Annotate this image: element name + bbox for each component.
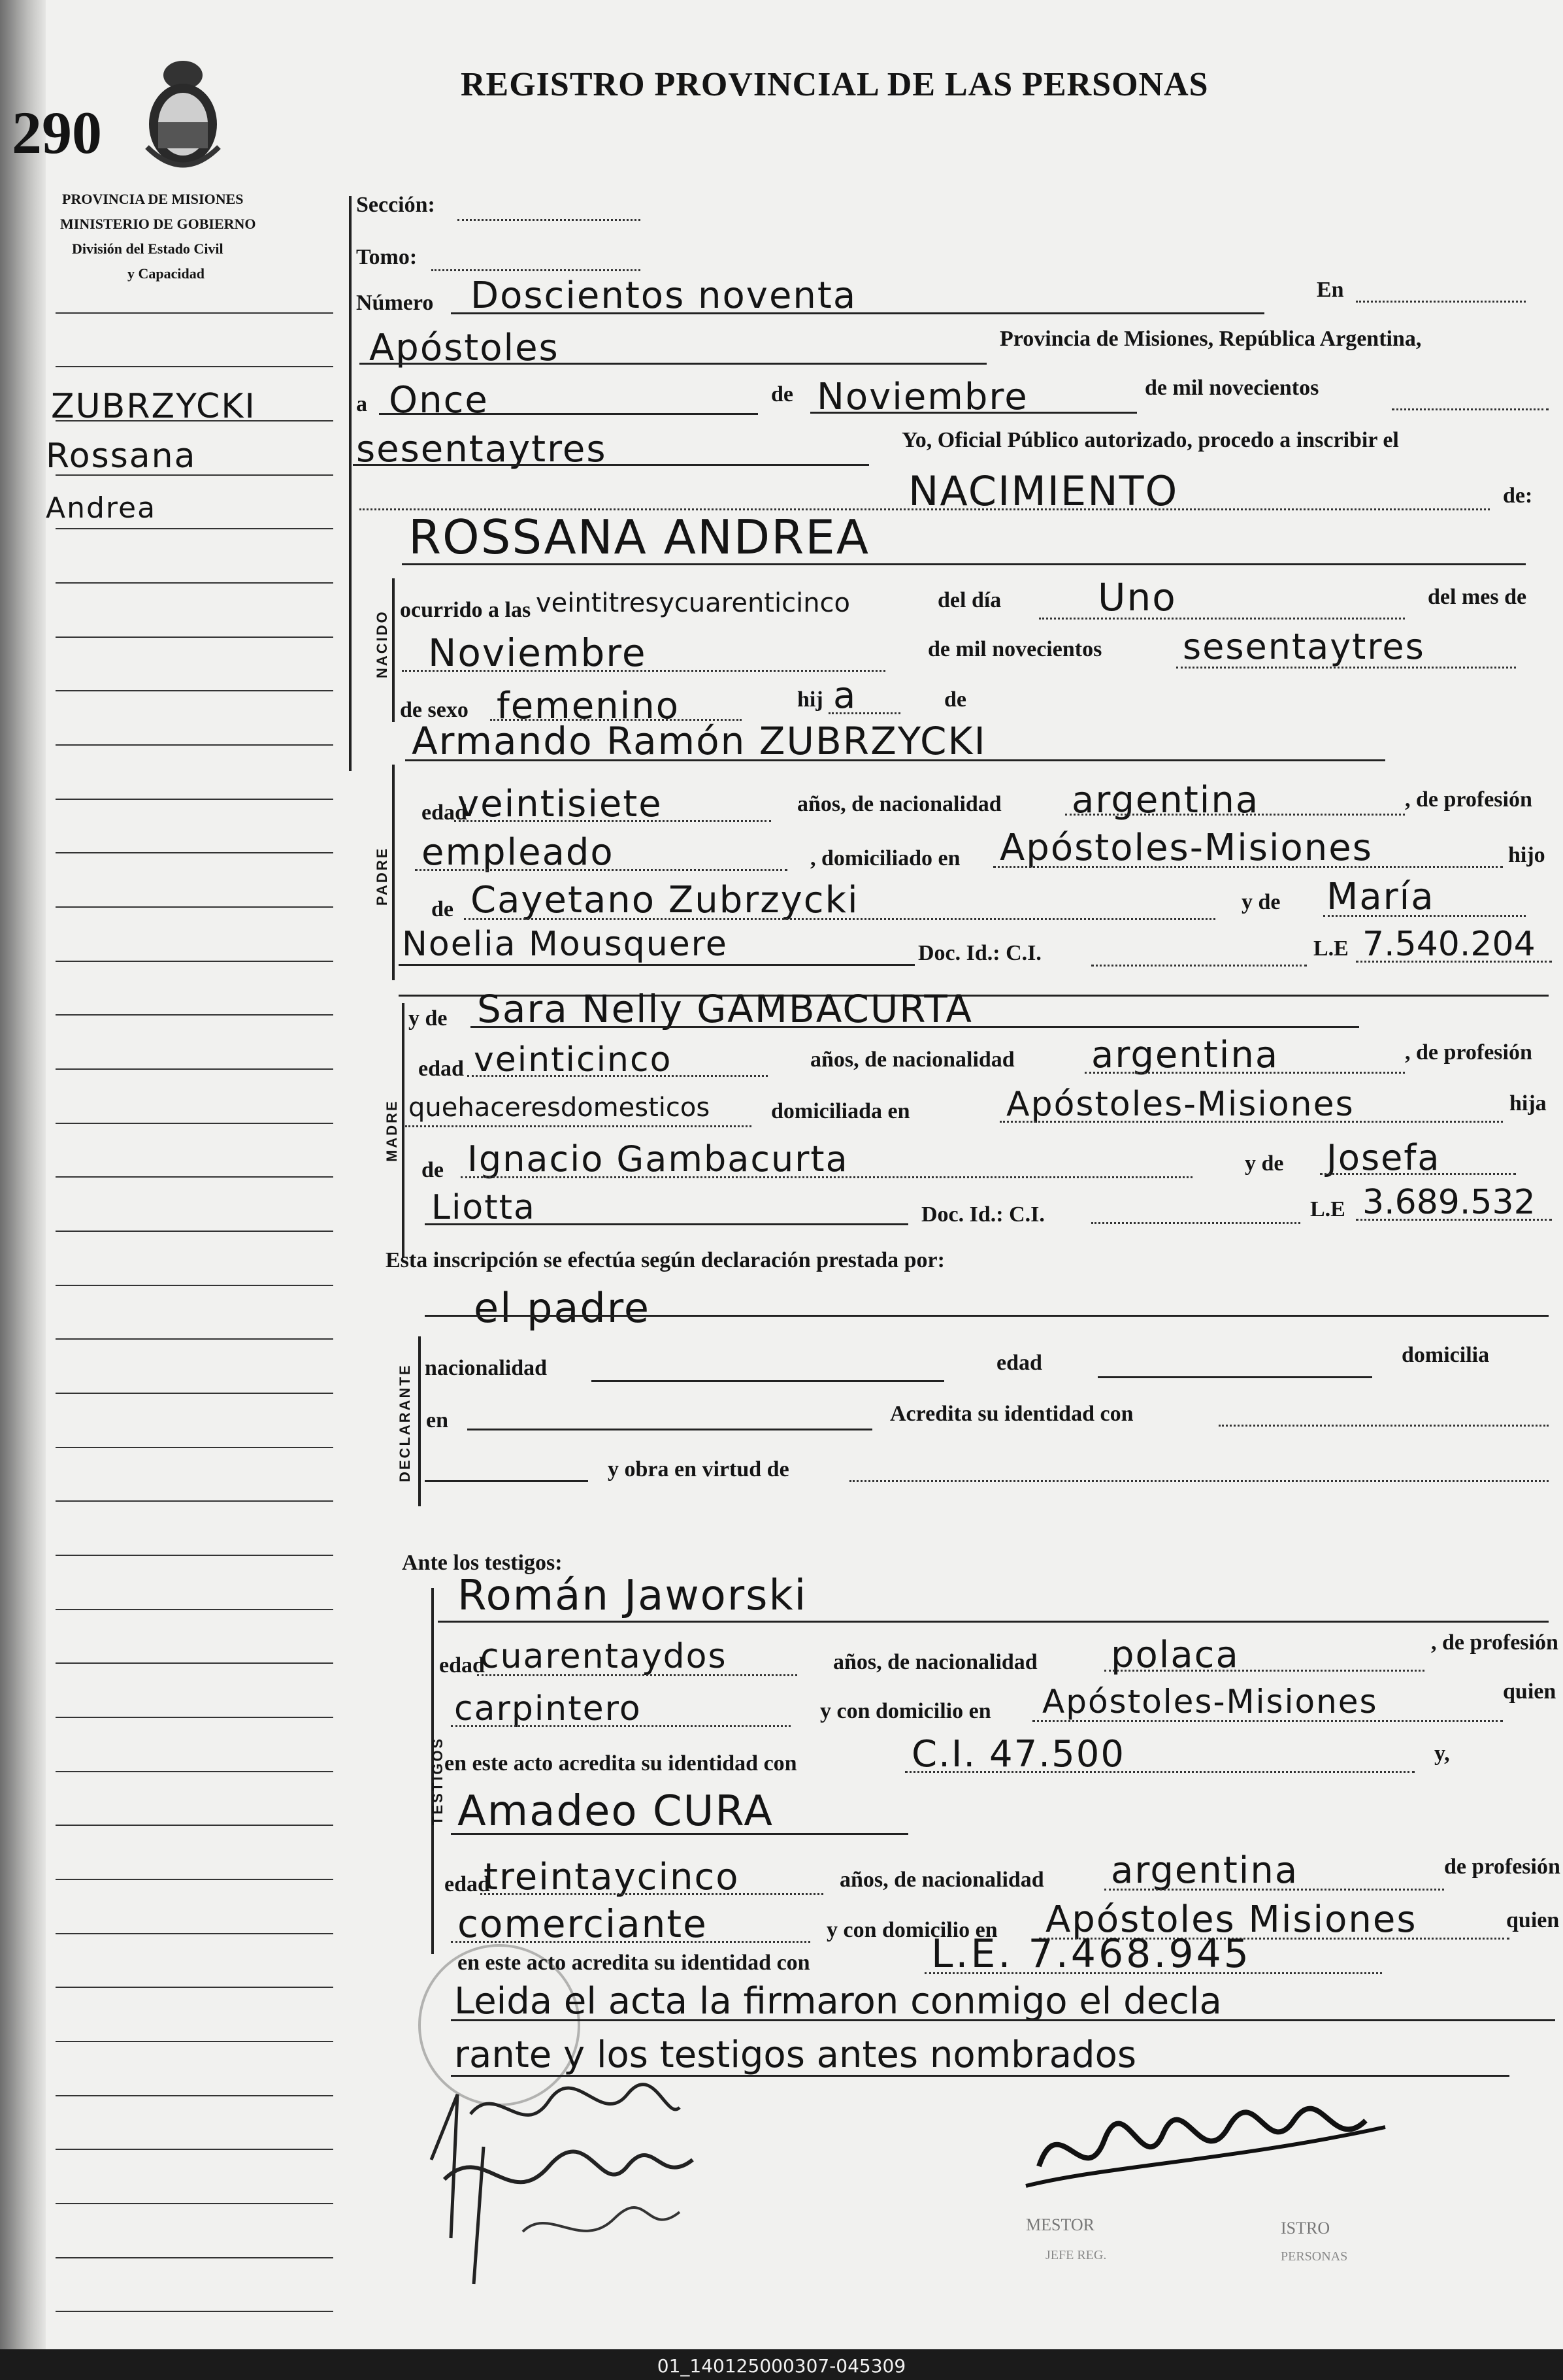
padre-dom-value: Apóstoles-Misiones — [1000, 827, 1373, 869]
dia-value: Once — [389, 379, 489, 421]
abuelo-pat-value: Cayetano Zubrzycki — [470, 879, 859, 921]
acto-value: NACIMIENTO — [908, 467, 1179, 515]
nacido-label: NACIDO — [374, 610, 390, 678]
label-domiciliada: domiciliada en — [771, 1099, 910, 1123]
label-profesion-t2: de profesión — [1444, 1855, 1560, 1879]
label-anos-nac-t1: años, de nacionalidad — [833, 1650, 1038, 1674]
label-de-mil-nov: de mil novecientos — [928, 637, 1102, 661]
closing-line-1: Leida el acta la firmaron conmigo el decla — [454, 1980, 1222, 2023]
main-column-rule — [349, 196, 352, 771]
abuela-mat-1-value: Josefa — [1326, 1137, 1441, 1178]
madre-prof-value: quehaceresdomesticos — [408, 1093, 710, 1123]
sexo-value: femenino — [497, 685, 680, 727]
label-le-padre: L.E — [1313, 936, 1349, 961]
footer-bar — [0, 2349, 1563, 2380]
label-de-1: de — [771, 382, 793, 406]
label-del-dia: del día — [938, 588, 1002, 612]
registry-title: REGISTRO PROVINCIAL DE LAS PERSONAS — [461, 66, 1209, 103]
madre-label: MADRE — [384, 1099, 400, 1162]
mes-nac-value: Noviembre — [428, 631, 647, 675]
office-line-4: y Capacidad — [127, 265, 205, 282]
padre-nac-value: argentina — [1072, 779, 1260, 821]
t2-dom-value: Apóstoles Misiones — [1045, 1898, 1417, 1941]
padre-le-value: 7.540.204 — [1362, 925, 1536, 964]
office-line-2: MINISTERIO DE GOBIERNO — [60, 216, 256, 232]
label-y-de-abuela-pat: y de — [1242, 890, 1281, 914]
label-profesion-madre: , de profesión — [1405, 1040, 1532, 1065]
label-edad-t1: edad — [439, 1653, 485, 1678]
label-nacionalidad-dec: nacionalidad — [425, 1356, 548, 1380]
label-anos-nac-madre: años, de nacionalidad — [810, 1048, 1015, 1072]
label-de-abuelo-mat: de — [421, 1158, 444, 1182]
label-en-dec: en — [426, 1408, 448, 1432]
padre-rule — [392, 765, 395, 980]
t1-ci-value: C.I. 47.500 — [912, 1733, 1125, 1776]
label-anos-nac-t2: años, de nacionalidad — [840, 1868, 1044, 1892]
label-y-de-abuela-mat: y de — [1245, 1151, 1284, 1176]
dia-nac-value: Uno — [1098, 575, 1177, 620]
label-acredita-t1: en este acto acredita su identidad con — [444, 1751, 797, 1776]
footer-code: 01_140125000307-045309 — [657, 2355, 906, 2377]
madre-le-value: 3.689.532 — [1362, 1183, 1536, 1222]
testigo-2-value: Amadeo CURA — [457, 1787, 774, 1836]
margin-given-1: Rossana — [46, 437, 197, 476]
testigo-1-value: Román Jaworski — [457, 1572, 808, 1620]
madre-value: Sara Nelly GAMBACURTA — [477, 987, 973, 1031]
label-y-comma: y, — [1434, 1742, 1450, 1766]
label-doc-id-madre: Doc. Id.: C.I. — [921, 1202, 1045, 1227]
mes-value: Noviembre — [817, 376, 1028, 418]
padre-prof-value: empleado — [421, 831, 614, 874]
madre-dom-value: Apóstoles-Misiones — [1006, 1085, 1355, 1124]
label-hij: hij — [797, 687, 823, 712]
t2-nac-value: argentina — [1111, 1849, 1299, 1892]
abuela-mat-2-value: Liotta — [431, 1188, 536, 1227]
coat-of-arms-icon — [134, 49, 232, 180]
lugar-value: Apóstoles — [369, 327, 559, 369]
testigos-label: TESTIGOS — [429, 1736, 446, 1825]
anio-nac-value: sesentaytres — [1183, 626, 1425, 667]
label-quien-t2: quien — [1506, 1908, 1560, 1932]
label-de-sexo: de sexo — [400, 698, 469, 722]
label-tomo: Tomo: — [356, 245, 418, 269]
label-numero: Número — [356, 291, 434, 315]
label-domiciliado: , domiciliado en — [810, 846, 961, 870]
declarante-rule — [418, 1336, 421, 1506]
hora-value: veintitresycuarenticinco — [536, 588, 851, 618]
numero-value: Doscientos noventa — [470, 274, 857, 317]
t2-le-value: L.E. 7.468.945 — [931, 1931, 1251, 1977]
signatures — [353, 2068, 1529, 2323]
label-ocurrido: ocurrido a las — [400, 598, 531, 622]
label-domicilia-dec: domicilia — [1402, 1343, 1490, 1367]
label-de-mil: de mil novecientos — [1145, 376, 1319, 400]
t1-prof-value: carpintero — [454, 1689, 642, 1728]
label-edad-t2: edad — [444, 1872, 490, 1896]
closing-line-2: rante y los testigos antes nombrados — [454, 2034, 1137, 2076]
label-le-madre: L.E — [1310, 1197, 1345, 1221]
label-doc-id-padre: Doc. Id.: C.I. — [918, 941, 1042, 965]
label-hijo: hijo — [1508, 843, 1545, 867]
label-provincia: Provincia de Misiones, República Argentina, — [1000, 327, 1422, 351]
label-obra-dec: y obra en virtud de — [608, 1457, 789, 1481]
label-edad-dec: edad — [996, 1351, 1042, 1375]
label-yo: Yo, Oficial Público autorizado, procedo a inscribir el — [902, 428, 1399, 452]
label-edad-madre: edad — [418, 1057, 464, 1081]
label-profesion-t1: , de profesión — [1431, 1630, 1558, 1655]
label-en: En — [1317, 278, 1344, 302]
hij-suffix-value: a — [833, 674, 857, 717]
nombre-value: ROSSANA ANDREA — [408, 510, 870, 565]
office-line-1: PROVINCIA DE MISIONES — [62, 191, 244, 207]
label-hija: hija — [1509, 1091, 1547, 1116]
label-ante: Ante los testigos: — [402, 1551, 563, 1575]
madre-rule — [402, 1003, 404, 1258]
label-y-de-madre: y de — [408, 1006, 448, 1031]
label-seccion: Sección: — [356, 193, 435, 217]
margin-surname: ZUBRZYCKI — [51, 387, 256, 426]
padre-value: Armando Ramón ZUBRZYCKI — [412, 719, 987, 763]
t1-nac-value: polaca — [1111, 1634, 1240, 1676]
label-acredita-dec: Acredita su identidad con — [890, 1402, 1134, 1426]
t2-prof-value: comerciante — [457, 1902, 708, 1946]
label-edad-padre: edad — [421, 801, 467, 825]
padre-label: PADRE — [374, 846, 390, 906]
label-acredita-t2: en este acto acredita su identidad con — [457, 1951, 810, 1975]
margin-given-2: Andrea — [46, 491, 157, 525]
t2-edad-value: treintaycinco — [484, 1856, 740, 1898]
abuelo-mat-value: Ignacio Gambacurta — [467, 1138, 849, 1180]
anio-value: sesentaytres — [356, 428, 607, 471]
label-de-colon: de: — [1503, 484, 1533, 508]
label-a: a — [356, 392, 367, 416]
abuela-pat-1-value: María — [1326, 876, 1435, 918]
t1-dom-value: Apóstoles-Misiones — [1042, 1683, 1378, 1721]
padre-edad-value: veintisiete — [457, 783, 663, 825]
label-de-2: de — [944, 687, 966, 712]
label-inscripcion: Esta inscripción se efectúa según declaración prestada por: — [386, 1248, 945, 1272]
label-del-mes: del mes de — [1428, 585, 1527, 609]
t1-edad-value: cuarentaydos — [480, 1637, 727, 1676]
office-line-3: División del Estado Civil — [72, 240, 223, 257]
abuela-pat-2-value: Noelia Mousquere — [402, 925, 728, 964]
nacido-rule — [392, 578, 395, 722]
declarante-label: DECLARANTE — [397, 1363, 413, 1482]
label-de-abuelo-pat: de — [431, 897, 453, 921]
label-quien-t1: quien — [1503, 1679, 1556, 1704]
declarante-value: el padre — [474, 1284, 651, 1332]
label-con-dom-t1: y con domicilio en — [820, 1699, 991, 1723]
page-number: 290 — [12, 99, 102, 166]
label-con-dom-t2: y con domicilio en — [827, 1918, 998, 1942]
binding-gutter — [0, 0, 46, 2349]
madre-nac-value: argentina — [1091, 1034, 1279, 1076]
label-anos-nac-padre: años, de nacionalidad — [797, 792, 1002, 816]
madre-edad-value: veinticinco — [474, 1040, 672, 1080]
document-page: 290 REGISTRO PROVINCIAL DE LAS PERSONAS PROVINCIA DE MISIONES MINISTERIO DE GOBIERNO División del Estado Civil y Capacidad ZUBRZYCKI Rossana Andrea Sección: Tomo: Número Doscientos noventa En Apóstoles Provincia de Misiones, República Argentina, a Once de Noviembre de mil novecientos sesentaytres Yo, Oficial Público autorizado, procedo a inscribir el NACIMIENTO de: NACIDO ROSSANA ANDREA ocurrido a las veintitresycuarenticinco del día Uno del mes de Noviembre de mil novecientos sesentaytres de sexo femenino hij a de PADRE Armando Ramón ZUBRZYCKI edad veintisiete años, de nacionalidad argentina , de profesión empleado , domiciliado en Apóstoles-Misiones hijo de Cayetano Zubrzycki y de María Noelia Mousquere Doc. Id.: C.I. L.E 7.540.204 MADRE y de Sara Nelly GAMBACURTA edad veinticinco años, de nacionalidad argentina , de profesión quehaceresdomesticos domiciliada en Apóstoles-Misiones hija de Ignacio Gambacurta y de Josefa Liotta Doc. Id.: C.I. L.E 3.689.532 Esta inscripción se efectúa según declaración prestada por: el padre DECLARANTE nacionalidad edad domicilia en Acredita su identidad con y obra en virtud de Ante los testigos: TESTIGOS Román Jaworski edad cuarentaydos años, de nacionalidad polaca , de profesión carpintero y con domicilio en Apóstoles-Misiones quien en este acto acredita su identidad con C.I. 47.500 y, Amadeo CURA edad treintaycinco años, de nacionalidad argentina de profesión comerciante y con domicilio en Apóstoles Misiones quien en este acto acredita su identidad con L.E. 7.468.945 Leida el acta la firmaron conmigo el decla rante y los testigos antes nombrados MESTOR JEFE REG. ISTRO PERSONAS — [0, 0, 1563, 2349]
label-profesion-padre: , de profesión — [1405, 787, 1532, 812]
